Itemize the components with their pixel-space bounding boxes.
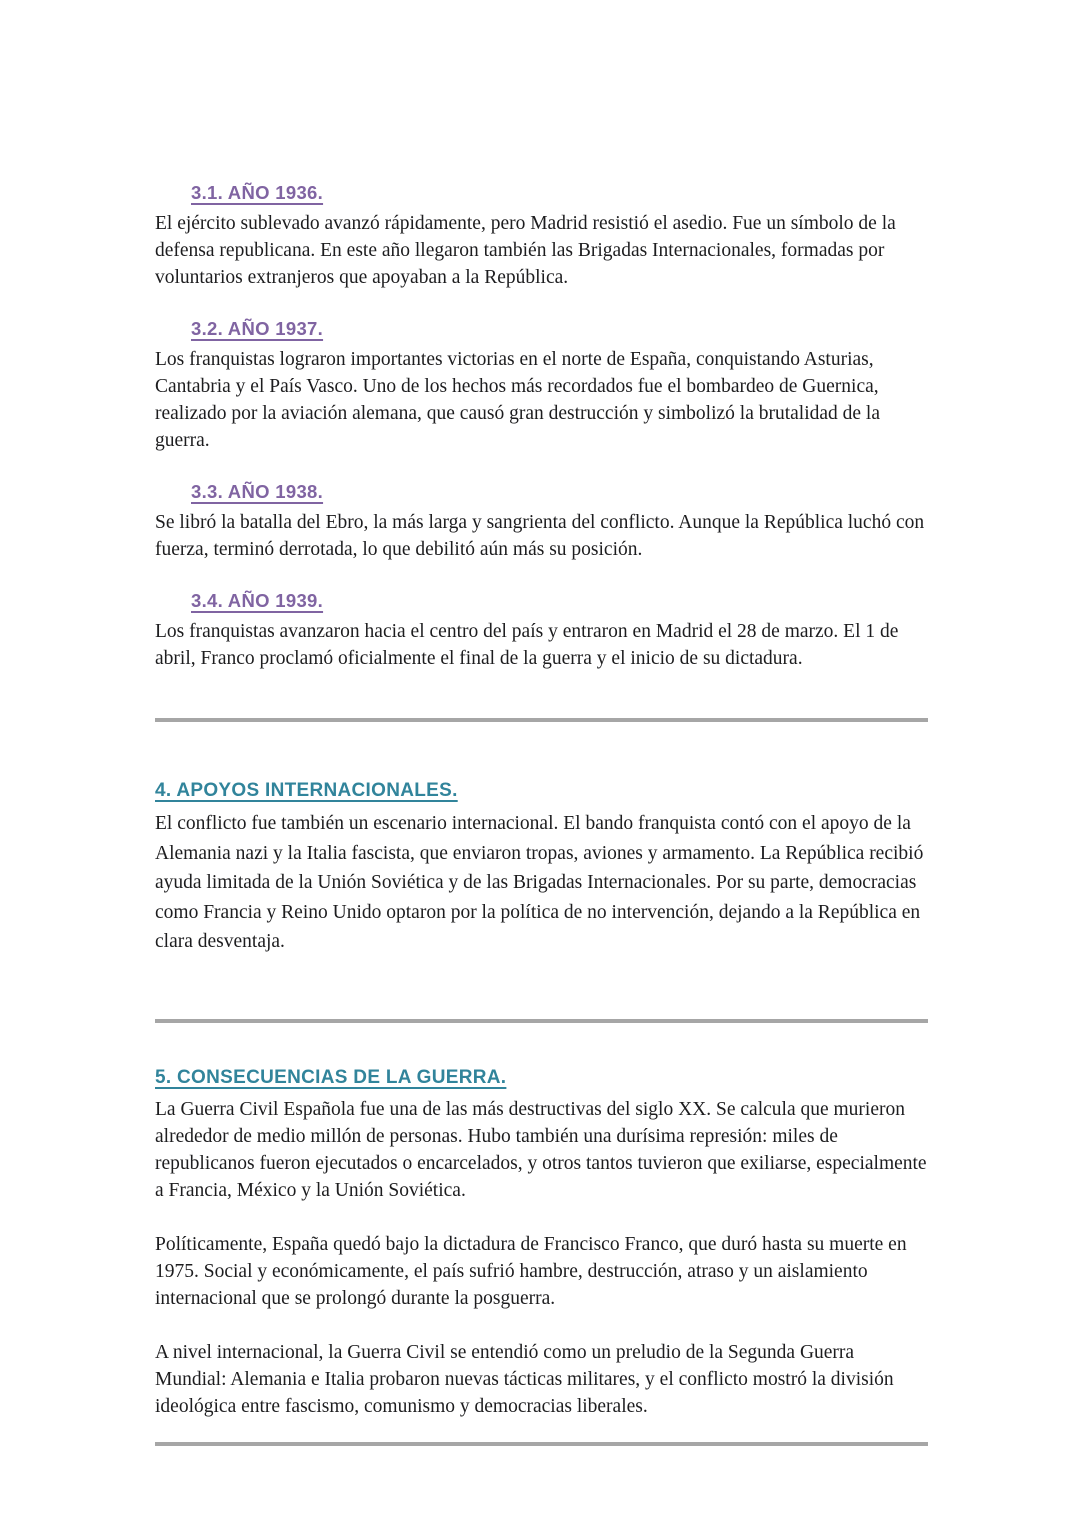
subsection-1939 <box>155 590 928 672</box>
section-consecuencias-guerra <box>155 1067 928 1420</box>
subsection-heading: 3.3. AÑO 1938. <box>191 481 324 502</box>
section-divider <box>155 1442 928 1446</box>
section-apoyos-internacionales <box>155 780 928 957</box>
section-divider <box>155 1019 928 1023</box>
section-heading: 5. CONSECUENCIAS DE LA GUERRA. <box>155 1066 507 1088</box>
subsection-1937 <box>155 318 928 454</box>
subsection-1936 <box>155 182 928 291</box>
section-divider <box>155 718 928 722</box>
subsection-heading: 3.2. AÑO 1937. <box>191 318 324 339</box>
subsection-body: Se libró la batalla del Ebro, la más larga y sangrienta del conflicto. Aunque la República luchó con fuerza, terminó derrotada, lo que debilitó aún más su posición. <box>155 512 925 560</box>
subsection-body: Los franquistas avanzaron hacia el centro del país y entraron en Madrid el 28 de marzo. El 1 de abril, Franco proclamó oficialmente el final de la guerra y el inicio de su dictadura. <box>155 621 899 669</box>
subsection-1938 <box>155 481 928 563</box>
subsection-heading: 3.1. AÑO 1936. <box>191 182 324 203</box>
section-paragraph: Políticamente, España quedó bajo la dictadura de Francisco Franco, que duró hasta su muerte en 1975. Social y económicamente, el país sufrió hambre, destrucción, atraso y un aislamiento internacional que se prolongó durante la posguerra. <box>155 1233 907 1309</box>
section-paragraph: La Guerra Civil Española fue una de las más destructivas del siglo XX. Se calcula que murieron alrededor de medio millón de personas. Hubo también una durísima represión: miles de republicanos fueron ejecutados o encarcelados, y otros tantos tuvieron que exiliarse, especialmente a Francia, México y la Unión Soviética. <box>155 1098 927 1201</box>
section-paragraph: A nivel internacional, la Guerra Civil se entendió como un preludio de la Segunda Guerra Mundial: Alemania e Italia probaron nuevas tácticas militares, y el conflicto mostró la división ideológica entre fascismo, comunismo y democracias liberales. <box>155 1341 894 1417</box>
section-paragraph: El conflicto fue también un escenario internacional. El bando franquista contó con el apoyo de la Alemania nazi y la Italia fascista, que enviaron tropas, aviones y armamento. La República recibió ayuda limitada de la Unión Soviética y de las Brigadas Internacionales. Por su parte, democracias como Francia y Reino Unido optaron por la política de no intervención, dejando a la República en clara desventaja. <box>155 813 924 952</box>
section-heading: 4. APOYOS INTERNACIONALES. <box>155 780 458 801</box>
subsection-heading: 3.4. AÑO 1939. <box>191 590 324 611</box>
subsection-body: El ejército sublevado avanzó rápidamente, pero Madrid resistió el asedio. Fue un símbolo de la defensa republicana. En este año llegaron también las Brigadas Internacionales, formadas por voluntarios extranjeros que apoyaban a la República. <box>155 213 896 288</box>
subsection-body: Los franquistas lograron importantes victorias en el norte de España, conquistando Asturias, Cantabria y el País Vasco. Uno de los hechos más recordados fue el bombardeo de Guernica, realizado por la aviación alemana, que causó gran destrucción y simbolizó la brutalidad de la guerra. <box>155 349 881 451</box>
